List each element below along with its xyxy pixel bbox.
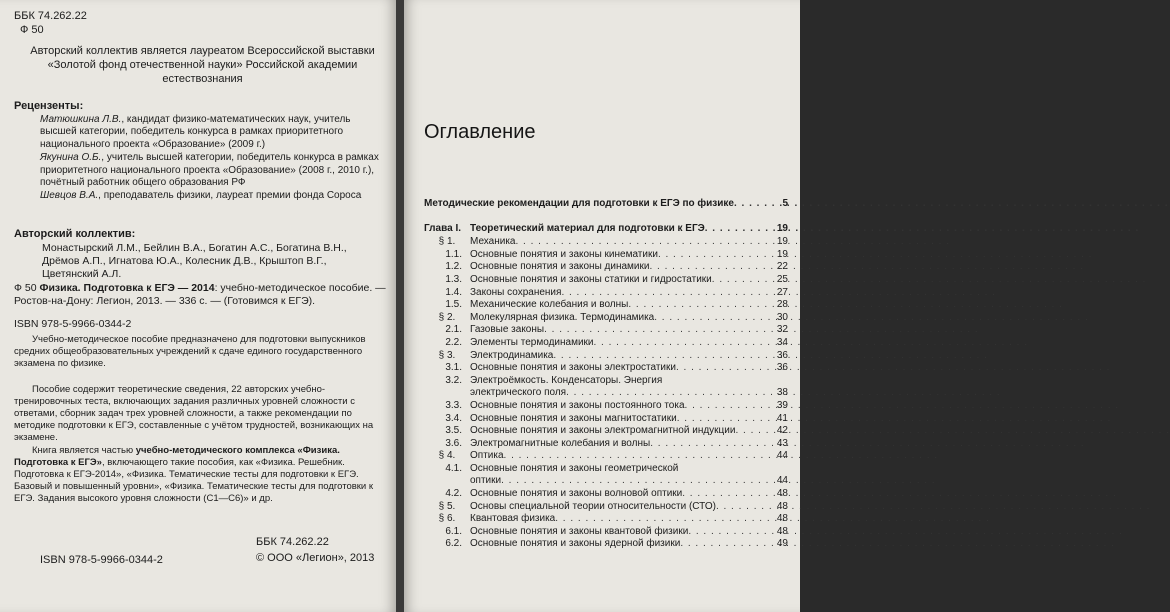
bbk-code-bottom: ББК 74.262.22 bbox=[256, 536, 329, 548]
toc-entry-title: Основы специальной теории относительности (СТО) bbox=[470, 500, 716, 512]
leader-dots bbox=[504, 450, 766, 463]
left-page bbox=[0, 0, 396, 612]
biblio-prefix: Ф 50 bbox=[14, 282, 40, 294]
leader-dots bbox=[685, 400, 766, 413]
leader-dots bbox=[688, 526, 766, 539]
leader-dots bbox=[555, 513, 766, 526]
toc-entry-title: Основные понятия и законы постоянного тока bbox=[470, 399, 685, 411]
toc-entry-page: 5 bbox=[782, 198, 788, 209]
toc-entry-page: 43 bbox=[776, 437, 788, 449]
reviewer-name: Матюшкина Л.В. bbox=[40, 114, 122, 125]
toc-entry-page: 27 bbox=[776, 286, 788, 298]
toc-entry-page: 44 bbox=[776, 475, 788, 487]
toc-entry[interactable] bbox=[424, 223, 788, 236]
toc-entry-number: 3.3. bbox=[445, 399, 462, 411]
reviewer-description: , кандидат физико-математических наук, учитель высшей категории, победитель конкурса в рамках приоритетного национального проекта «Образование» (2009 г.) bbox=[40, 114, 351, 150]
toc-entry[interactable] bbox=[424, 249, 788, 262]
reviewer-item bbox=[14, 114, 379, 151]
toc-entry-page: 19 bbox=[776, 248, 788, 260]
toc-entry[interactable] bbox=[424, 501, 788, 514]
toc-entry-number: 4.2. bbox=[445, 488, 462, 500]
leader-dots bbox=[650, 438, 766, 451]
toc-entry-number: 1.3. bbox=[445, 273, 462, 285]
toc-entry-number: § 4. bbox=[438, 450, 456, 462]
toc-entry-title: Основные понятия и законы ядерной физики bbox=[470, 538, 681, 550]
toc-entry-number: § 2. bbox=[438, 311, 456, 323]
leader-dots bbox=[501, 475, 766, 488]
toc-entry-number: 1.4. bbox=[445, 286, 462, 298]
toc-entry-number: § 1. bbox=[438, 236, 456, 248]
toc-entry-page: 38 bbox=[776, 387, 788, 399]
toc-entry-page: 42 bbox=[776, 425, 788, 437]
toc-entry-number: 3.5. bbox=[445, 425, 462, 437]
toc-entry-number: 3.6. bbox=[445, 437, 462, 449]
toc-entry[interactable] bbox=[424, 236, 788, 249]
toc-entry[interactable] bbox=[424, 526, 788, 539]
leader-dots bbox=[682, 488, 766, 501]
toc-entry[interactable] bbox=[424, 488, 788, 501]
leader-dots bbox=[734, 198, 766, 211]
toc-entry-number: 3.2. bbox=[445, 374, 462, 386]
reviewer-name: Шевцов В.А. bbox=[40, 190, 99, 202]
abstract-3-rest: , включающего такие пособия, как «Физика. Решебник. Подготовка к ЕГЭ-2014», «Физика. Тематические тесты для подготовки к ЕГЭ. Базовый и повышенный уровни», «Физика. Тематические тесты для подготовки к ЕГЭ. Задания высокого уровня сложности (С1—С6)» и др. bbox=[14, 457, 374, 504]
leader-dots bbox=[594, 337, 767, 350]
toc-entry-title-continued: электрического поля bbox=[470, 387, 567, 399]
leader-dots bbox=[516, 236, 767, 249]
right-page bbox=[404, 0, 800, 612]
toc-entry-title: Молекулярная физика. Термодинамика bbox=[470, 311, 655, 323]
abstract-paragraph-2: Пособие содержит теоретические сведения, 22 авторских учебно-тренировочных теста, включающих задания различных уровней сложности с ответами, сборник задач трех уровней сложности, а также рекомендации по методике подготовки к ЕГЭ, составленные с учётом трудностей, возникающих на экзамене. bbox=[14, 384, 374, 443]
toc-entry-page: 48 bbox=[776, 525, 788, 537]
toc-entry-title: Квантовая физика bbox=[470, 513, 556, 525]
toc-entry[interactable] bbox=[424, 375, 788, 388]
toc-entry[interactable] bbox=[424, 312, 788, 325]
toc-entry-page: 39 bbox=[776, 399, 788, 411]
leader-dots bbox=[654, 312, 766, 325]
toc-entry[interactable] bbox=[424, 413, 788, 426]
authors-list: Монастырский Л.М., Бейлин В.А., Богатин А.С., Богатина В.Н., Дрёмов А.П., Игнатова Ю.А., Колесник Д.В., Крыштоп В.Г., Цветянский А.Л. bbox=[42, 242, 347, 280]
toc-entry[interactable] bbox=[424, 274, 788, 287]
copyright-notice: © ООО «Легион», 2013 bbox=[256, 552, 375, 564]
toc-entry-page: 41 bbox=[776, 412, 788, 424]
biblio-title: Физика. Подготовка к ЕГЭ — 2014 bbox=[39, 282, 215, 294]
toc-entry-number: § 3. bbox=[438, 349, 456, 361]
toc-entry[interactable] bbox=[424, 438, 788, 451]
toc-entry-page: 48 bbox=[776, 500, 788, 512]
toc-entry-title: Оптика bbox=[470, 450, 504, 462]
toc-entry[interactable] bbox=[424, 350, 788, 363]
toc-entry-title: Механические колебания и волны bbox=[470, 299, 629, 311]
toc-entry-page: 48 bbox=[776, 488, 788, 500]
reviewer-description: , учитель высшей категории, победитель конкурса в рамках приоритетного национального проекта «Образование» (2008 г., 2010 г.), почётный работник общего образования РФ bbox=[40, 152, 379, 189]
toc-entry[interactable] bbox=[424, 261, 788, 274]
leader-dots bbox=[677, 413, 766, 426]
toc-entry-title-continued: оптики bbox=[470, 475, 502, 487]
toc-entry-number: 6.2. bbox=[445, 538, 462, 550]
toc-entry-title: Электромагнитные колебания и волны bbox=[470, 437, 651, 449]
table-of-contents bbox=[424, 198, 788, 551]
toc-entry-continuation[interactable] bbox=[424, 387, 788, 400]
toc-entry-page: 19 bbox=[776, 236, 788, 248]
toc-entry-title: Электродинамика bbox=[470, 349, 554, 361]
leader-dots bbox=[566, 387, 766, 400]
leader-dots bbox=[561, 287, 766, 300]
bibliographic-record bbox=[14, 282, 386, 308]
toc-entry-page: 44 bbox=[776, 450, 788, 462]
reviewer-description: , преподаватель физики, лауреат премии фонда Сороса bbox=[98, 190, 362, 202]
toc-entry[interactable] bbox=[424, 425, 788, 438]
toc-entry-title: Механика bbox=[470, 236, 516, 248]
isbn-bottom: ISBN 978-5-9966-0344-2 bbox=[40, 554, 163, 566]
toc-entry-title: Электроёмкость. Конденсаторы. Энергия bbox=[470, 374, 663, 386]
toc-entry[interactable] bbox=[424, 463, 788, 476]
toc-entry-page: 36 bbox=[776, 349, 788, 361]
toc-entry[interactable] bbox=[424, 513, 788, 526]
reviewer-item bbox=[14, 190, 379, 202]
toc-entry-number: 4.1. bbox=[445, 462, 462, 474]
toc-entry[interactable] bbox=[424, 450, 788, 463]
toc-entry-number: 3.1. bbox=[445, 362, 462, 374]
laureate-statement: Авторский коллектив является лауреатом Всероссийской выставки «Золотой фонд отечественной науки» Российской академии естествознания bbox=[30, 45, 375, 85]
abstract-3-complex: учебно-методического комплекса «Физика. Подготовка к ЕГЭ» bbox=[14, 445, 340, 468]
toc-entry-number: 1.5. bbox=[445, 299, 462, 311]
biblio-details: : учебно-методическое пособие. — Ростов-на-Дону: Легион, 2013. — 336 с. — (Готовимся к ЕГЭ). bbox=[14, 282, 386, 307]
toc-entry-number: § 5. bbox=[438, 500, 456, 512]
toc-entry-title: Основные понятия и законы статики и гидростатики bbox=[470, 273, 712, 285]
toc-entry-page: 19 bbox=[776, 222, 788, 234]
toc-entry-page: 34 bbox=[776, 336, 788, 348]
toc-entry-page: 25 bbox=[776, 273, 788, 285]
toc-entry-title: Основные понятия и законы динамики bbox=[470, 261, 650, 273]
toc-entry-title: Теоретический материал для подготовки к ЕГЭ bbox=[470, 222, 705, 234]
leader-dots bbox=[705, 223, 766, 236]
toc-entry[interactable] bbox=[424, 538, 788, 551]
toc-entry-page: 48 bbox=[776, 513, 788, 525]
toc-entry-continuation[interactable] bbox=[424, 475, 788, 488]
authors-heading: Авторский коллектив: bbox=[14, 228, 136, 240]
leader-dots bbox=[676, 362, 766, 375]
leader-dots bbox=[628, 299, 766, 312]
toc-entry[interactable] bbox=[424, 198, 788, 211]
toc-entry-number: 1.1. bbox=[445, 248, 462, 260]
toc-entry-number: 1.2. bbox=[445, 261, 462, 273]
leader-dots bbox=[649, 261, 766, 274]
toc-entry-title: Основные понятия и законы электромагнитной индукции bbox=[470, 425, 736, 437]
toc-entry-page: 30 bbox=[776, 311, 788, 323]
toc-entry-number: Глава I. bbox=[424, 222, 461, 234]
toc-entry-title: Основные понятия и законы квантовой физики bbox=[470, 525, 689, 537]
toc-title: Оглавление bbox=[424, 121, 536, 143]
toc-entry[interactable] bbox=[424, 337, 788, 350]
abstract-3-intro: Книга является частью bbox=[32, 445, 136, 456]
toc-entry[interactable] bbox=[424, 299, 788, 312]
leader-dots bbox=[712, 274, 766, 287]
toc-entry-title: Основные понятия и законы геометрической bbox=[470, 462, 679, 474]
reviewers-list bbox=[14, 114, 379, 204]
toc-entry[interactable] bbox=[424, 400, 788, 413]
reviewers-heading: Рецензенты: bbox=[14, 100, 84, 112]
leader-dots bbox=[680, 538, 766, 551]
isbn-mid: ISBN 978-5-9966-0344-2 bbox=[14, 318, 132, 330]
udc-code-top: Ф 50 bbox=[20, 24, 44, 36]
toc-entry-title: Основные понятия и законы магнитостатики bbox=[470, 412, 677, 424]
leader-dots bbox=[735, 425, 766, 438]
toc-entry-title: Законы сохранения bbox=[470, 286, 562, 298]
toc-entry-number: 2.2. bbox=[445, 336, 462, 348]
toc-entry-title: Основные понятия и законы волновой оптики bbox=[470, 488, 683, 500]
toc-entry-title: Основные понятия и законы кинематики bbox=[470, 248, 658, 260]
book-gutter bbox=[396, 0, 404, 612]
toc-entry[interactable] bbox=[424, 287, 788, 300]
reviewer-item bbox=[14, 152, 379, 189]
toc-entry-title: Основные понятия и законы электростатики bbox=[470, 362, 676, 374]
toc-entry-page: 28 bbox=[776, 299, 788, 311]
toc-entry-number: 3.4. bbox=[445, 412, 462, 424]
toc-entry-title: Элементы термодинамики bbox=[470, 336, 594, 348]
leader-dots bbox=[544, 324, 766, 337]
reviewer-name: Якунина О.Б. bbox=[40, 152, 102, 164]
toc-entry[interactable] bbox=[424, 324, 788, 337]
leader-dots bbox=[716, 501, 766, 514]
toc-entry-number: § 6. bbox=[438, 513, 456, 525]
toc-entry-title: Газовые законы bbox=[470, 324, 545, 336]
toc-entry[interactable] bbox=[424, 362, 788, 375]
toc-entry-page: 22 bbox=[776, 261, 788, 273]
toc-entry-title: Методические рекомендации для подготовки к ЕГЭ по физике bbox=[424, 198, 734, 209]
toc-entry-page: 49 bbox=[776, 538, 788, 550]
bbk-code-top: ББК 74.262.22 bbox=[14, 10, 87, 22]
toc-entry-page: 32 bbox=[776, 324, 788, 336]
toc-entry-page: 36 bbox=[776, 362, 788, 374]
abstract-paragraph-3 bbox=[14, 445, 386, 505]
toc-entry-number: 6.1. bbox=[445, 525, 462, 537]
leader-dots bbox=[553, 350, 766, 363]
toc-entry-number: 2.1. bbox=[445, 324, 462, 336]
abstract-paragraph-1: Учебно-методическое пособие предназначено для подготовки выпускников средних общеобразовательных учреждений к сдаче единого государственного экзамена по физике. bbox=[14, 334, 366, 369]
leader-dots bbox=[658, 249, 766, 262]
